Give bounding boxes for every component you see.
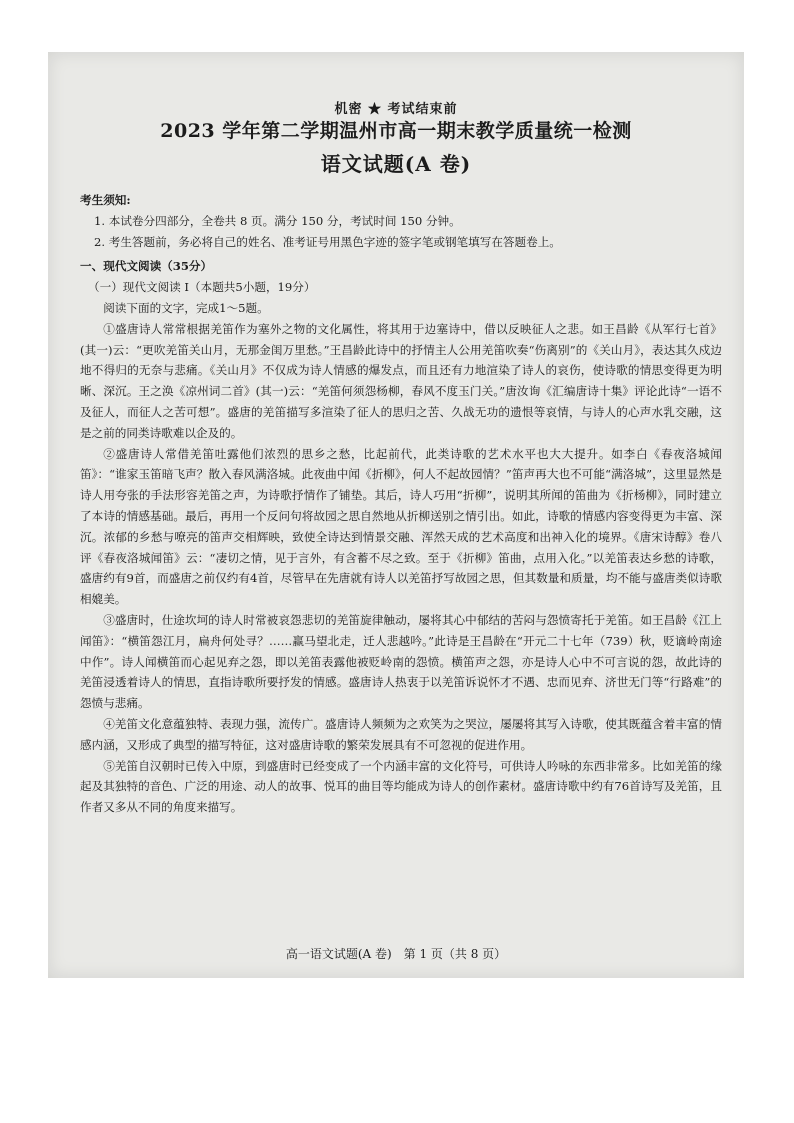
paragraph-5: ⑤羌笛自汉朝时已传入中原，到盛唐时已经变成了一个内涵丰富的文化符号，可供诗人吟咏的东西非常多。比如羌笛的缘起及其独特的音色、广泛的用途、动人的故事、悦耳的曲目等均能成为诗人的创作素材。盛唐诗歌中约有76首诗写及羌笛，且作者又多从不同的角度来描写。 — [80, 758, 722, 815]
note-item: 1. 本试卷分四部分，全卷共 8 页。满分 150 分，考试时间 150 分钟。 — [94, 213, 461, 228]
section-subheading: （一）现代文阅读 I（本题共5小题，19分） — [88, 280, 316, 295]
confidential-mark: 机密 ★ 考试结束前 — [334, 102, 458, 117]
exam-body — [80, 190, 722, 818]
section-heading: 一、现代文阅读（35分） — [80, 259, 213, 274]
paragraph-1: ①盛唐诗人常常根据羌笛作为塞外之物的文化属性，将其用于边塞诗中，借以反映征人之悲。如王昌龄《从军行七首》(其一)云：“更吹羌笛关山月，无那金闺万里愁。”王昌龄此诗中的抒情主人公用羌笛吹奏“伤离别”的《关山月》，表达其久戍边地不得归的无奈与悲痛。《关山月》不仅成为诗人情感的爆发点，而且还有力地渲染了诗人的哀伤，使诗歌的情思变得更为明晰、深沉。王之涣《凉州词二首》(其一)云：“羌笛何须怨杨柳，春风不度玉门关。”唐汝询《汇编唐诗十集》评论此诗“一语不及征人，而征人之苦可想”。盛唐的羌笛描写多渲染了征人的思归之苦、久战无功的遗恨等哀情，与诗人的心声水乳交融，这是之前的同类诗歌难以企及的。 — [80, 321, 722, 440]
note-item: 2. 考生答题前，务必将自己的姓名、准考证号用黑色字迹的签字笔或钢笔填写在答题卷上。 — [94, 234, 561, 249]
page-footer: 高一语文试题(A 卷) 第 1 页（共 8 页） — [285, 947, 507, 961]
notes-title: 考生须知: — [80, 193, 131, 207]
subject-title: 语文试题(A 卷) — [320, 152, 472, 176]
reading-instruction: 阅读下面的文字，完成1～5题。 — [103, 300, 269, 315]
exam-title: 2023 学年第二学期温州市高一期末教学质量统一检测 — [160, 120, 632, 142]
paragraph-3: ③盛唐时，仕途坎坷的诗人时常被哀怨悲切的羌笛旋律触动，屡将其心中郁结的苦闷与怨愤寄托于羌笛。如王昌龄《江上闻笛》：“横笛怨江月，扁舟何处寻？……赢马望北走，迁人悲越吟。”此诗是王昌龄在“开元二十七年（739）秋，贬谪岭南途中作”。诗人闻横笛而心起见弃之怨，即以羌笛表露他被贬岭南的怨愤。横笛声之怨，亦是诗人心中不可言说的怨，故此诗的羌笛浸透着诗人的情思，直指诗歌所要抒发的情感。盛唐诗人热衷于以羌笛诉说怀才不遇、忠而见弃、济世无门等“行路难”的怨愤与悲痛。 — [80, 612, 722, 711]
exam-paper-sheet — [48, 52, 744, 978]
paragraph-2: ②盛唐诗人常借羌笛吐露他们浓烈的思乡之愁，比起前代，此类诗歌的艺术水平也大大提升。如李白《春夜洛城闻笛》：“谁家玉笛暗飞声？散入春风满洛城。此夜曲中闻《折柳》，何人不起故园情？”笛声再大也不可能“满洛城”，这里显然是诗人用夸张的手法形容羌笛之声，为诗歌抒情作了铺垫。其后，诗人巧用“折柳”，说明其所闻的笛曲为《折杨柳》，同时建立了本诗的情感基础。最后，再用一个反问句将故园之思自然地从折柳送别之情引出。如此，诗歌的情感内容变得更为丰富、深沉。浓郁的乡愁与嘹亮的笛声交相辉映，致使全诗达到情景交融、浑然天成的艺术高度和出神入化的境界。《唐宋诗醇》卷八评《春夜洛城闻笛》云：“凄切之情，见于言外，有含蓄不尽之致。至于《折柳》笛曲，点用入化。”以羌笛表达乡愁的诗歌，盛唐约有9首，而盛唐之前仅约有4首，尽管早在先唐就有诗人以羌笛抒写故园之思，但其数量和质量，均不能与盛唐类似诗歌相媲美。 — [80, 446, 722, 607]
paragraph-4: ④羌笛文化意蕴独特、表现力强，流传广。盛唐诗人频频为之欢笑为之哭泣，屡屡将其写入诗歌，使其既蕴含着丰富的情感内涵，又形成了典型的描写特征，这对盛唐诗歌的繁荣发展具有不可忽视的促进作用。 — [80, 716, 722, 752]
